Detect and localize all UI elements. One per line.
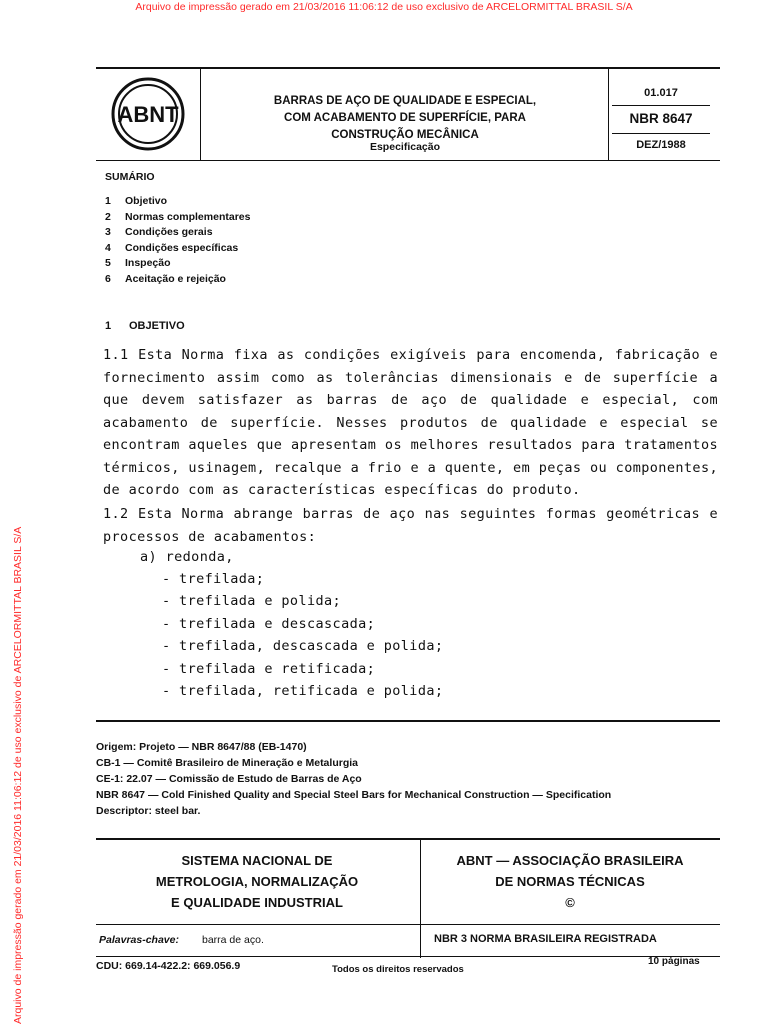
page-count: 10 páginas xyxy=(648,956,700,967)
origin-line: NBR 8647 — Cold Finished Quality and Special Steel Bars for Mechanical Construction — Specification xyxy=(96,789,612,801)
footer-right-line: ABNT — ASSOCIAÇÃO BRASILEIRA xyxy=(456,853,684,868)
list-item: - trefilada e retificada; xyxy=(162,660,376,677)
footer-left-line: METROLOGIA, NORMALIZAÇÃO xyxy=(155,874,359,889)
watermark-top: Arquivo de impressão gerado em 21/03/2016 11:06:12 de uso exclusivo de ARCELORMITTAL BRASIL S/A xyxy=(135,1,633,13)
footer-right-line: DE NORMAS TÉCNICAS xyxy=(495,874,645,889)
summary-item: 4 Condições específicas xyxy=(105,241,239,254)
cdu-code: CDU: 669.14-422.2: 669.056.9 xyxy=(96,960,241,972)
code-divider xyxy=(612,105,710,106)
title-line-1: BARRAS DE AÇO DE QUALIDADE E ESPECIAL, xyxy=(273,95,537,107)
body-end-rule xyxy=(96,720,720,722)
list-item: - trefilada; xyxy=(162,571,265,587)
footer-left-line: E QUALIDADE INDUSTRIAL xyxy=(171,895,343,910)
section-heading: 1 OBJETIVO xyxy=(105,320,185,332)
summary-list xyxy=(105,194,250,287)
document-title xyxy=(240,93,570,144)
origin-line: CE-1: 22.07 — Comissão de Estudo de Barras de Aço xyxy=(96,773,362,785)
summary-item: 6 Aceitação e rejeição xyxy=(105,272,226,285)
finish-list xyxy=(162,568,443,702)
origin-block xyxy=(96,739,611,819)
document-type: Especificação xyxy=(369,141,441,153)
footer-abnt xyxy=(420,850,720,913)
origin-line: Origem: Projeto — NBR 8647/88 (EB-1470) xyxy=(96,741,307,753)
summary-item: 2 Normas complementares xyxy=(105,210,251,223)
header-divider-right xyxy=(608,69,609,160)
origin-line: CB-1 — Comitê Brasileiro de Mineração e Metalurgia xyxy=(96,757,358,769)
paragraph-1-2: 1.2 Esta Norma abrange barras de aço nas seguintes formas geométricas e processos de acabamentos: xyxy=(103,506,718,545)
copyright-icon: © xyxy=(565,895,575,910)
list-item: - trefilada, descascada e polida; xyxy=(162,638,444,655)
footer-bottom-rule xyxy=(96,956,720,957)
paragraph-1-1: 1.1 Esta Norma fixa as condições exigíveis para encomenda, fabricação e fornecimento assim como as tolerâncias dimensionais e de superfície a que devem satisfazer as barras de aço de qualidade e especial, com acabamento de superfície. Nesses produtos de qualidade e especial se encontram aqueles que apresentam os melhores resultados para tratamentos térmicos, usinagem, recalque a frio e a quente, em peças ou componentes, de acordo com as características específicas do produto. xyxy=(103,347,718,498)
summary-item: 3 Condições gerais xyxy=(105,226,213,238)
registry-text: NBR 3 NORMA BRASILEIRA REGISTRADA xyxy=(434,933,657,945)
list-a-label: a) redonda, xyxy=(140,549,234,565)
list-item: - trefilada, retificada e polida; xyxy=(162,683,444,700)
keywords-label: Palavras-chave: xyxy=(99,934,179,946)
header-top-rule xyxy=(96,67,720,69)
footer-mid-rule xyxy=(96,924,720,925)
list-item: - trefilada e polida; xyxy=(162,593,342,610)
summary-title: SUMÁRIO xyxy=(105,171,155,183)
origin-line: Descriptor: steel bar. xyxy=(96,805,201,817)
header-bottom-rule xyxy=(96,160,720,161)
norm-divider xyxy=(612,133,710,134)
norm-number: NBR 8647 xyxy=(629,111,693,126)
footer-top-rule xyxy=(96,838,720,840)
logo-text: ABNT xyxy=(117,102,179,127)
footer-left-line: SISTEMA NACIONAL DE xyxy=(181,853,333,868)
header-divider-left xyxy=(200,69,201,160)
title-line-3: CONSTRUÇÃO MECÂNICA xyxy=(331,129,479,141)
title-line-2: COM ACABAMENTO DE SUPERFÍCIE, PARA xyxy=(284,112,526,124)
classification-code: 01.017 xyxy=(644,87,678,99)
abnt-logo xyxy=(110,76,186,152)
footer-sinmetro xyxy=(96,850,418,913)
watermark-side: Arquivo de impressão gerado em 21/03/2016 11:06:12 de uso exclusivo de ARCELORMITTAL BRASIL S/A xyxy=(12,526,24,1024)
rights-text: Todos os direitos reservados xyxy=(332,964,464,975)
keywords-value: barra de aço. xyxy=(202,934,264,946)
norm-date: DEZ/1988 xyxy=(636,139,686,151)
list-item: - trefilada e descascada; xyxy=(162,615,376,632)
summary-item: 1 Objetivo xyxy=(105,195,168,207)
summary-item: 5 Inspeção xyxy=(105,257,171,269)
